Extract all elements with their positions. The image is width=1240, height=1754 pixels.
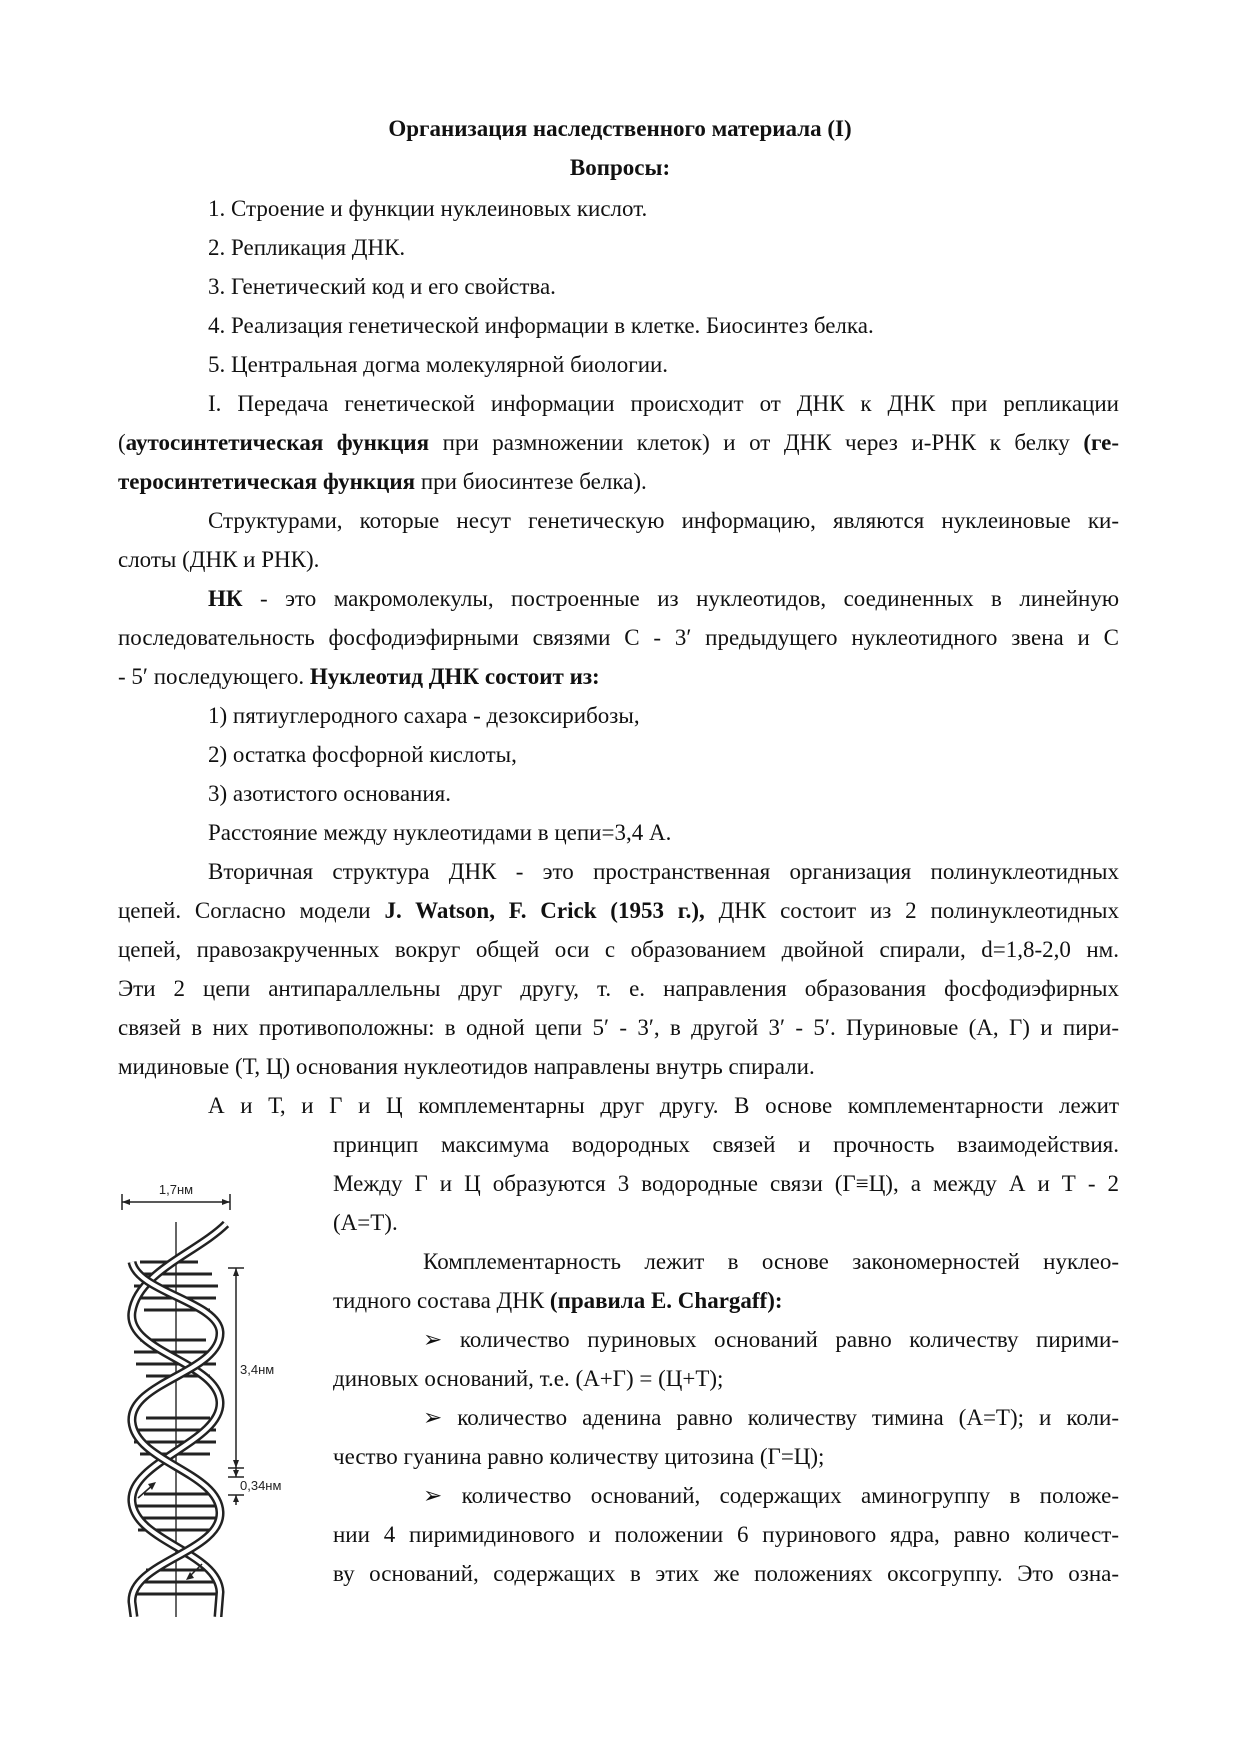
paragraph-line: - 5′ последующего. Нуклеотид ДНК состоит из: <box>118 664 600 689</box>
paragraph-line: (аутосинтетическая функция при размножении клеток) и от ДНК через и-РНК к белку (ге- <box>118 430 1120 455</box>
paragraph-line: цепей, правозакрученных вокруг общей оси с образованием двойной спирали, d=1,8-2,0 нм. <box>118 937 1119 962</box>
rule-item: диновых оснований, т.е. (А+Г) = (Ц+Т); <box>333 1366 724 1391</box>
rule-item: ➢ количество пуриновых оснований равно количеству пирими- <box>423 1327 1119 1352</box>
paragraph-line: тидного состава ДНК (правила E. Chargaff): <box>333 1288 783 1313</box>
question-item: 5. Центральная догма молекулярной биологии. <box>208 352 669 377</box>
paragraph-line: связей в них противоположны: в одной цепи 5′ - 3′, в другой 3′ - 5′. Пуриновые (А, Г) и пири- <box>118 1015 1119 1040</box>
component-item: 2) остатка фосфорной кислоты, <box>208 742 517 767</box>
paragraph-line: Между Г и Ц образуются 3 водородные связи (Г≡Ц), а между А и Т - 2 <box>333 1171 1119 1196</box>
paragraph-line: мидиновые (Т, Ц) основания нуклеотидов направлены внутрь спирали. <box>118 1054 815 1079</box>
base-step-label: 0,34нм <box>240 1478 282 1493</box>
paragraph-line: Эти 2 цепи антипараллельны друг другу, т. е. направления образования фосфодиэфирных <box>118 976 1119 1001</box>
paragraph-line: последовательность фосфодиэфирными связями С - 3′ предыдущего нуклеотидного звена и С <box>118 625 1119 650</box>
rule-item: чество гуанина равно количеству цитозина (Г=Ц); <box>333 1444 825 1469</box>
helix-pitch-label: 3,4нм <box>240 1362 275 1377</box>
paragraph-line: принцип максимума водородных связей и прочность взаимодействия. <box>333 1132 1119 1157</box>
distance-line: Расстояние между нуклеотидами в цепи=3,4 А. <box>208 820 672 845</box>
question-item: 2. Репликация ДНК. <box>208 235 406 260</box>
paragraph-line: теросинтетическая функция при биосинтезе белка). <box>118 469 647 494</box>
helix-width-label: 1,7нм <box>158 1182 194 1197</box>
rule-item: нии 4 пиримидинового и положении 6 пуринового ядра, равно количест- <box>333 1522 1119 1547</box>
paragraph-line: цепей. Согласно модели J. Watson, F. Crick (1953 г.), ДНК состоит из 2 полинуклеотидных <box>118 898 1119 923</box>
paragraph-line: НК - это макромолекулы, построенные из нуклеотидов, соединенных в линейную <box>208 586 1119 611</box>
rule-item: ➢ количество аденина равно количеству тимина (А=Т); и коли- <box>423 1405 1119 1430</box>
paragraph-line: Структурами, которые несут генетическую информацию, являются нуклеиновые ки- <box>208 508 1119 533</box>
question-item: 4. Реализация генетической информации в клетке. Биосинтез белка. <box>208 313 874 338</box>
document-title: Организация наследственного материала (I) <box>388 116 852 141</box>
paragraph-line: слоты (ДНК и РНК). <box>118 547 320 572</box>
rule-item: ➢ количество оснований, содержащих аминогруппу в положе- <box>423 1483 1119 1508</box>
dna-helix-figure <box>118 1162 328 1617</box>
question-item: 1. Строение и функции нуклеиновых кислот. <box>208 196 648 221</box>
rule-item: ву оснований, содержащих в этих же положениях оксогруппу. Это озна- <box>333 1561 1119 1586</box>
question-item: 3. Генетический код и его свойства. <box>208 274 556 299</box>
paragraph-line: Комплементарность лежит в основе закономерностей нуклео- <box>423 1249 1119 1274</box>
paragraph-line: (А=Т). <box>333 1210 398 1235</box>
component-item: 1) пятиуглеродного сахара - дезоксирибозы, <box>208 703 640 728</box>
component-item: 3) азотистого основания. <box>208 781 451 806</box>
questions-heading: Вопросы: <box>569 155 671 180</box>
paragraph-line: Вторичная структура ДНК - это пространственная организация полинуклеотидных <box>208 859 1119 884</box>
paragraph-line: А и Т, и Г и Ц комплементарны друг другу. В основе комплементарности лежит <box>208 1093 1119 1118</box>
paragraph-line: I. Передача генетической информации происходит от ДНК к ДНК при репликации <box>208 391 1119 416</box>
